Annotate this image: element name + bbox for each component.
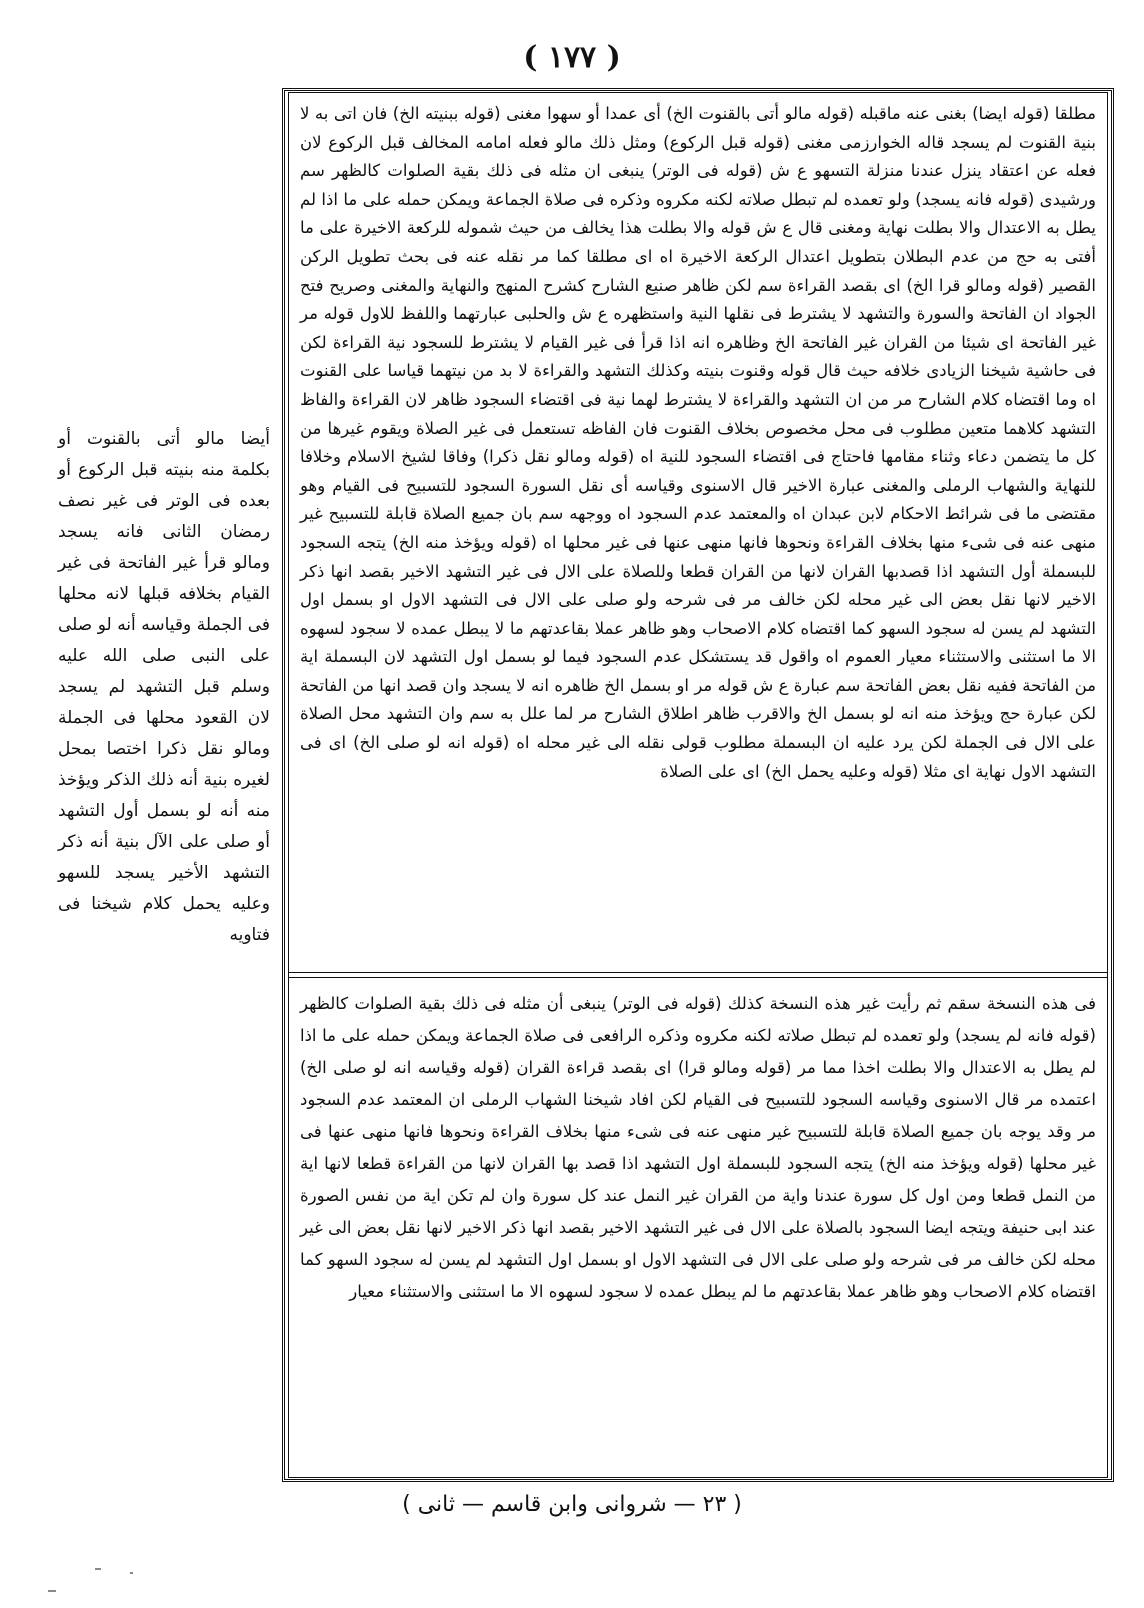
page-number: ( ١٧٧ ): [523, 40, 621, 75]
scan-speck: [95, 1568, 101, 1570]
footer-signature: ( ٢٣ — شروانى وابن قاسم — ثانى ): [402, 1492, 742, 1517]
scan-speck: [48, 1590, 56, 1592]
footnote-divider-bottom: [288, 977, 1108, 978]
main-commentary-text: مطلقا (قوله ايضا) بغنى عنه ماقبله (قوله مالو أتى بالقنوت الخ) أى عمدا أو سهوا مغنى (قوله ببنيته الخ) فان اتى به لا بنية القنوت لم يسجد قاله الخوارزمى مغنى (قوله قبل الركوع) ومثل ذلك مالو فعله امامه المخالف قبل الركوع لان فعله عن اعتقاد ينزل عندنا منزلة التسهو ع ش (قوله فى الوتر) ينبغى ان مثله فى ذلك بقية الصلوات كالظهر سم ورشيدى (قوله فانه يسجد) ولو تعمده لم تبطل صلاته لكنه مكروه وذكره فى صلاة الجماعة ويمكن حمله على ما اذا لم يطل به الاعتدال والا بطلت نهاية ومغنى قال ع ش قوله والا بطلت هذا يخالف من حيث شموله للركعة الاخيرة على ما أفتى به حج من عدم البطلان بتطويل اعتدال الركعة الاخيرة اه اى مطلقا كما مر نقله عنه فى بحث تطويل الركن القصير (قوله ومالو قرا الخ) اى بقصد القراءة سم لكن ظاهر صنيع الشارح كشرح المنهج والنهاية والمغنى وصريح فتح الجواد ان الفاتحة والسورة والتشهد لا يشترط فى نقلها النية واستظهره ع ش والحلبى عبارتهما واللفظ للاول قوله مر غير الفاتحة اى شيئا من القران غير الفاتحة الخ وظاهره انه اذا قرأ فى غير القيام لا يشترط للسجود نية القراءة لكن فى حاشية شيخنا الزيادى خلافه حيث قال قوله وقنوت بنيته وكذلك التشهد والقراءة لا بد من نيتهما قياسا على القنوت اه وما اقتضاه كلام الشارح مر من ان التشهد والقراءة لا يشترط لهما نية فى اقتضاء السجود ظاهر لان القراءة والفاظ التشهد كلاهما متعين مطلوب فى محل مخصوص بخلاف القنوت فان الفاظه تستعمل فى غير الصلاة ويقوم غيرها من كل ما يتضمن دعاء وثناء مقامها فاحتاج فى اقتضاء السجود للنية اه (قوله ومالو نقل ذكرا) وفاقا لشيخ الاسلام وخلافا للنهاية والشهاب الرملى والمغنى عبارة الاخير قال الاسنوى وقياسه أى نقل السورة السجود للتسبيح فى القيام وهو مقتضى ما فى شرائط الاحكام لابن عبدان اه والمعتمد عدم السجود اه ووجهه سم بان جميع الصلاة قابلة للتسبيح غير منهى عنه فى شىء منها بخلاف القراءة ونحوها فانها منهى عنها فى غير محلها اه (قوله ويؤخذ منه الخ) يتجه السجود للبسملة أول التشهد اذا قصدبها القران لانها من القران قطعا وللصلاة على الال فى غير التشهد الاخير بقصد انها ذكر الاخير لانها نقل بعض الى غير محله لكن خالف مر فى شرحه ولو صلى على الال فى التشهد الاول او بسمل اول التشهد لم يسن له سجود السهو كما اقتضاه كلام الاصحاب وهو ظاهر عملا بقاعدتهم ما لا يبطل عمده لا سجود لسهوه الا ما استثنى والاستثناء معيار العموم اه واقول قد يستشكل عدم السجود فيما لو بسمل اول التشهد لان البسملة اية من الفاتحة ففيه نقل بعض الفاتحة سم عبارة ع ش قوله مر او بسمل الخ ظاهره انه لا يسجد وان قصد انها من الفاتحة لكن عبارة حج ويؤخذ منه انه لو بسمل الخ والاقرب ظاهر اطلاق الشارح مر لما علل به سم وان التشهد محل الصلاة على الال فى الجملة لكن يرد عليه ان البسملة مطلوب قولى نقله الى غير محله اه (قوله انه لو صلى الخ) اى فى التشهد الاول نهاية اى مثلا (قوله وعليه يحمل الخ) اى على الصلاة: [300, 104, 1096, 781]
footnote-commentary-text: فى هذه النسخة سقم ثم رأيت غير هذه النسخة كذلك (قوله فى الوتر) ينبغى أن مثله فى ذلك بقية الصلوات كالظهر (قوله فانه لم يسجد) ولو تعمده لم تبطل صلاته لكنه مكروه وذكره الرافعى فى صلاة الجماعة ويمكن حمله على ما اذا لم يطل به الاعتدال والا بطلت اخذا مما مر (قوله ومالو قرا) اى بقصد قراءة القران (قوله وقياسه انه لو صلى الخ) اعتمده مر قال الاسنوى وقياسه السجود للتسبيح فى القيام لكن افاد شيخنا الشهاب الرملى ان المعتمد عدم السجود مر وقد يوجه بان جميع الصلاة قابلة للتسبيح غير منهى عنه فى شىء منها بخلاف القراءة ونحوها فانها منهى عنها فى غير محلها (قوله ويؤخذ منه الخ) يتجه السجود للبسملة اول التشهد اذا قصد بها القران لانها من القراءة قطعا لانها اية من النمل قطعا ومن اول كل سورة عندنا واية من القران غير النمل عند كل سورة وان لم تكن اية من نفس الصورة عند ابى حنيفة ويتجه ايضا السجود بالصلاة على الال فى غير التشهد الاخير بقصد انها ذكر الاخير لانها نقل بعض الى غير محله لكن خالف مر فى شرحه ولو صلى على الال فى التشهد الاول او بسمل اول التشهد لم يسن له سجود السهو كما اقتضاه كلام الاصحاب وهو ظاهر عملا بقاعدتهم ما لم يبطل عمده لا سجود لسهوه الا ما استثنى والاستثناء معيار: [300, 994, 1096, 1301]
scan-speck: [130, 1572, 133, 1574]
footnote-divider-top: [288, 972, 1108, 973]
margin-matn-text: أيضا مالو أتى بالقنوت أو بكلمة منه بنيته قبل الركوع أو بعده فى الوتر فى غير نصف رمضان الثانى فانه يسجد ومالو قرأ غير الفاتحة فى غير القيام بخلافه قبلها لانه محلها فى الجملة وقياسه أنه لو صلى على النبى صلى الله عليه وسلم قبل التشهد لم يسجد لان القعود محلها فى الجملة ومالو نقل ذكرا اختصا بمحل لغيره بنية أنه ذلك الذكر ويؤخذ منه أنه لو بسمل أول التشهد أو صلى على الآل بنية أنه ذكر التشهد الأخير يسجد للسهو وعليه يحمل كلام شيخنا فى فتاويه: [58, 429, 270, 945]
